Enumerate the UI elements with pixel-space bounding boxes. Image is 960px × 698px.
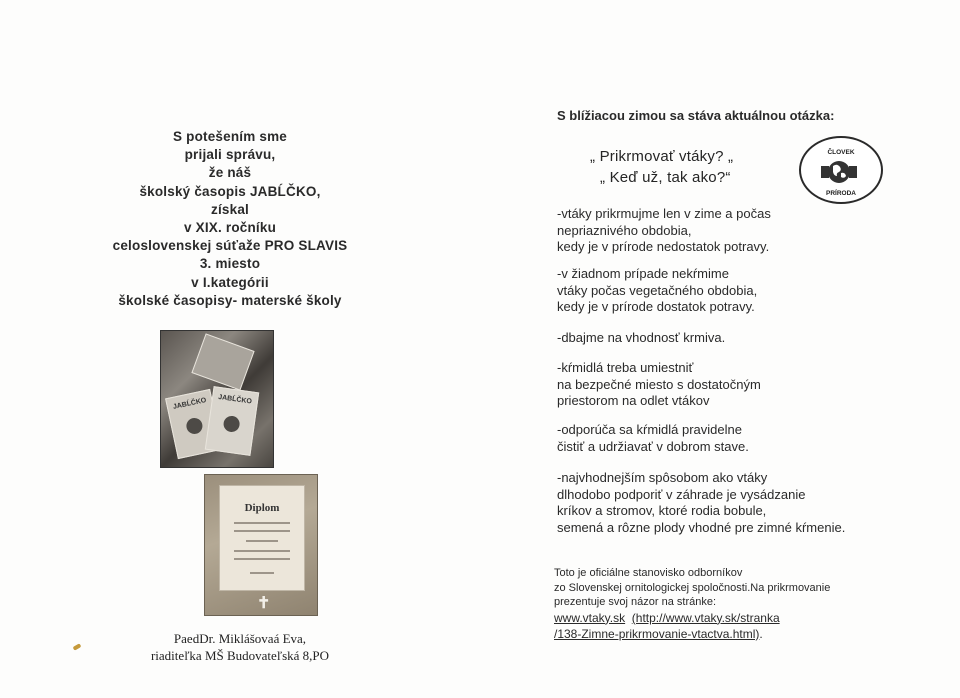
closing-punctuation: . [759, 626, 763, 641]
apple-icon [223, 415, 241, 433]
magazine-photo [160, 330, 274, 468]
signature-block [80, 630, 400, 664]
award-announcement [60, 128, 400, 310]
diploma-text-line [234, 522, 290, 524]
magazine-cover [205, 386, 259, 456]
award-line: školský časopis JABĹČKO, [139, 183, 321, 199]
website-link[interactable]: www.vtaky.sk [554, 610, 626, 625]
tip-item [557, 330, 725, 347]
tip-line: kedy je v prírode dostatok potravy. [557, 299, 755, 315]
magazine-title: JABĹČKO [172, 397, 208, 411]
award-line: že náš [208, 165, 252, 181]
apple-icon [185, 416, 204, 435]
diploma-title: Diplom [244, 502, 280, 514]
clovek-priroda-logo [797, 134, 885, 206]
tip-line: kríkov a stromov, ktoré rodia bobule, [557, 503, 767, 519]
note-line: prezentuje svoj názor na stránke: [554, 596, 717, 609]
article-link[interactable]: (http://www.vtaky.sk/stranka [631, 610, 780, 625]
tip-item [557, 470, 845, 536]
diploma-text-line [234, 558, 290, 560]
tip-line: priestorom na odlet vtákov [557, 393, 710, 409]
cross-icon: ✝ [257, 595, 271, 612]
award-line: celoslovenskej súťaže PRO SLAVIS [112, 238, 348, 254]
diploma-text-line [234, 550, 290, 552]
signature-name: PaedDr. Miklášovaá Eva, [173, 631, 307, 646]
question-feed: „ Prikrmovať vtáky? „ [590, 148, 734, 165]
award-line: prijali správu, [184, 147, 276, 163]
diploma-paper [219, 485, 305, 591]
tip-line: vtáky počas vegetačného obdobia, [557, 282, 758, 298]
logo-top-text: ČLOVEK [827, 149, 855, 156]
tip-item [557, 266, 757, 316]
diploma-photo [204, 474, 318, 616]
diploma-text-line [250, 572, 274, 574]
tip-line: -kŕmidlá treba umiestniť [557, 360, 694, 375]
signature-role: riaditeľka MŠ Budovateľská 8,PO [150, 648, 330, 663]
tip-line: -vtáky prikrmujme len v zime a počas [557, 206, 771, 221]
award-line: školské časopisy- materské školy [118, 292, 342, 308]
note-line: Toto je oficiálne stanovisko odborníkov [554, 567, 743, 579]
question-how: „ Keď už, tak ako?“ [600, 169, 731, 186]
award-line: v I.kategórii [191, 274, 269, 290]
award-line: v XIX. ročníku [183, 220, 277, 236]
tip-line: kedy je v prírode nedostatok potravy. [557, 239, 770, 255]
award-line: 3. miesto [199, 256, 261, 272]
tip-line: semená a rôzne plody vhodné pre zimné kŕmenie. [557, 519, 846, 535]
tip-line: -v žiadnom prípade nekŕmime [557, 266, 729, 281]
logo-bottom-text: PRÍRODA [826, 190, 856, 197]
tip-line: -odporúča sa kŕmidlá pravidelne [557, 422, 742, 437]
intro-heading: S blížiacou zimou sa stáva aktuálnou otázka: [557, 108, 835, 123]
award-line: získal [211, 201, 249, 217]
magazine-title: JABĹČKO [217, 393, 253, 406]
tip-item [557, 422, 749, 455]
source-note [554, 566, 830, 642]
tip-item [557, 360, 761, 410]
tip-line: -dbajme na vhodnosť krmiva. [557, 330, 726, 345]
magazine-cover [191, 333, 254, 390]
tip-item [557, 206, 771, 256]
globe-icon [821, 158, 857, 186]
tip-line: -najvhodnejším spôsobom ako vtáky [557, 470, 768, 485]
diploma-text-line [234, 530, 290, 532]
tip-line: dlhodobo podporiť v záhrade je vysádzanie [557, 486, 806, 502]
tip-line: čistiť a udržiavať v dobrom stave. [557, 438, 749, 454]
award-line: S potešením sme [172, 129, 288, 144]
note-line: zo Slovenskej ornitologickej spoločnosti.Na prikrmovanie [554, 581, 831, 594]
article-link-continued[interactable]: /138-Zimne-prikrmovanie-vtactva.html) [554, 626, 760, 641]
tip-line: nepriaznivého obdobia, [557, 222, 692, 238]
diploma-text-line [246, 540, 278, 542]
tip-line: na bezpečné miesto s dostatočným [557, 376, 761, 392]
